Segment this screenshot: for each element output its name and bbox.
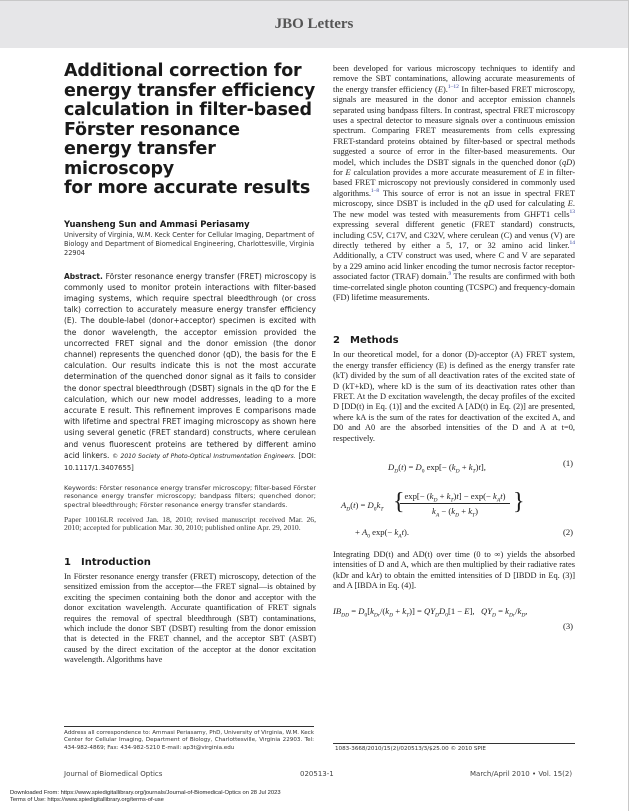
footer-issue: March/April 2010 • Vol. 15(2) (470, 770, 573, 778)
keywords: Keywords: Förster resonance energy transfer microscopy; filter-based Förster resonance energy transfer microscopy; bandpass filters; quenched donor; spectral bleedthrough; Förster resonance energy transfer standards. (64, 484, 316, 509)
introduction-continued: been developed for various microscopy techniques to identify and remove the SBT contaminations, allowing accurate measurements of the energy transfer efficiency (E).$^{1-12}$ In filter-based FRET microscopy, signals are measured in the donor and acceptor emission channels separated using bandpass filters. In contrast, spectral FRET microscopy uses a spectral detector to measure signals over a continuous emission spectrum. Comparing FRET measurements from cells expressing FRET-standard proteins obtained by filter-based or spectral methods suggested a source of error in the filter-based measurements. Our model, which includes the DSBT signals in the quenched donor (qD) for E calculation provides a more accurate measurement of E in filter-based FRET microscopy not previously considered in commonly used algorithms.$^{1-8}$ This source of error is not an issue in spectral FRET microscopy, since DSBT is included in the qD used for calculating E. The new model was tested with measurements from GHFT1 cells$^{13}$ expressing several different genetic (FRET standard) constructs, including C5V, C17V, and C32V, where cerulean (C) and venus (V) are directly tethered by either a 5, 17, or 32 amino acid linker.$^{14}$ Additionally, a CTV construct was used, where C and V are separated by a 229 amino acid linker encoding the tumor necrosis factor receptor-associated factor (TRAF) domain.$^9$ The results are confirmed with both time-correlated single photon counting (TCSPC) and frequency-domain (FD) lifetime measurements. (333, 64, 575, 302)
abstract (64, 271, 316, 475)
footer-page-id: 020513-1 (300, 770, 334, 778)
integration-text: Integrating DD(t) and AD(t) over time (0 to ∞) yields the absorbed intensities of D and A, which are then multiplied by their radiative rates (kDr and kAr) to obtain the emitted intensities of D [IBDD in Eq. (3)] and A [IBDA in Eq. (4)]. (333, 550, 575, 591)
citation-link[interactable]: 9 (448, 271, 452, 278)
left-brace-icon: { (393, 489, 405, 515)
article-authors: Yuansheng Sun and Ammasi Periasamy (64, 218, 250, 229)
correspondence-footnote: Address all correspondence to: Ammasi Periasamy, PhD, University of Virginia, W.M. Keck Center for Cellular Imaging, Department of Biology, Charlottesville, Virginia 22903. Tel: 434-982-4869; Fax: 434-982-5210 E-mail: ap3t@virginia.edu (64, 730, 314, 751)
equation-2 (333, 486, 575, 538)
abstract-label: Abstract. (64, 271, 103, 281)
equation-3-expression: $IB_{DD} = D_0[k_{Dr}/(k_D + k_T)] = QY_DD_0[1 - E]$, $QY_D = k_{Dr}/k_D$, (333, 605, 528, 619)
citation-link[interactable]: 14 (569, 240, 575, 247)
equation-1 (333, 458, 575, 478)
section-heading-methods: 2 Methods (333, 335, 399, 347)
equation-3 (333, 606, 575, 636)
download-source-link[interactable]: Downloaded From: https://www.spiedigitallibrary.org/journals/Journal-of-Biomedical-Optics on 28 Jul 2023 (10, 790, 281, 796)
doi-link[interactable]: [DOI: 10.1117/1.3407655] (64, 451, 316, 472)
methods-text: In our theoretical model, for a donor (D)-acceptor (A) FRET system, the energy transfer efficiency (E) is defined as the energy transfer rate (kT) divided by the sum of all deactivation rates of the excited state of D (kT+kD), where kD is the sum of its deactivation rates other than FRET. At the D excitation wavelength, the decay profiles of the excited D [DD(t) in Eq. (1)] and the excited A [AD(t) in Eq. (2)] are presented, where kA is the sum of the rates for deactivation of the excited A, and D0 and A0 are the absorbed intensities of the D and A at t=0, respectively. (333, 350, 575, 443)
citation-link[interactable]: 1–8 (370, 188, 380, 195)
equation-1-expression: $D_D(t) = D_0$ $\exp[- (k_D + k_T)t]$, (388, 462, 486, 475)
journal-header (0, 0, 628, 48)
download-notice (10, 790, 281, 805)
right-brace-icon: } (513, 489, 525, 515)
footnote-divider (64, 726, 314, 727)
footer-journal-name: Journal of Biomedical Optics (64, 770, 163, 778)
author-affiliation: University of Virginia, W.M. Keck Center for Cellular Imaging, Department of Biology and Department of Biomedical Engineering, Charlottesville, Virginia 22904 (64, 230, 315, 257)
citation-link[interactable]: 13 (569, 208, 575, 215)
journal-section-title: JBO Letters (274, 16, 354, 32)
equation-2-number: (2) (562, 527, 573, 537)
section-heading-introduction: 1 Introduction (64, 556, 151, 568)
copyright-notice: © 2010 Society of Photo-Optical Instrumentation Engineers. (112, 452, 296, 460)
paper-history: Paper 10016LR received Jan. 18, 2010; revised manuscript received Mar. 26, 2010; accepted for publication Mar. 30, 2010; published online Apr. 29, 2010. (64, 514, 316, 533)
equation-2-fraction: $\exp[- (k_D + k_T)t] - \exp(- k_At)$ $k_A - (k_D + k_T)$ (400, 491, 510, 516)
article-title: Additional correction for energy transfer efficiency calculation in filter-based Förster resonance energy transfer microscopy for more accurate results (64, 61, 316, 198)
issn-divider (333, 743, 575, 744)
equation-2-line2: + $A_0$ $\exp(- k_At)$. (355, 527, 410, 540)
equation-2-lhs: $A_D(t) = D_0k_T$ (341, 500, 384, 513)
terms-of-use-link[interactable]: Terms of Use: https://www.spiedigitallibrary.org/terms-of-use (10, 797, 164, 804)
abstract-text: Förster resonance energy transfer (FRET) microscopy is commonly used to monitor protein interactions with filter-based imaging systems, which require spectral bleedthrough (or cross talk) correction to accurately measure energy transfer efficiency (E). The double-label (donor+acceptor) specimen is excited with the donor wavelength, the acceptor emission provided the uncorrected FRET signal and the donor emission (the donor channel) represents the quenched donor (qD), the basis for the E calculation. Our results indicate this is not the most accurate determination of the quenched donor signal as it fails to consider the donor spectral bleedthrough (DSBT) signals in the qD for the E calculation, which our new model addresses, leading to a more accurate E result. This refinement improves E comparisons made with lifetime and spectral FRET imaging microscopy as shown here using several genetic (FRET standard) constructs, where cerulean and venus fluorescent proteins are tethered by different amino acid linkers. (64, 271, 317, 460)
introduction-text: In Förster resonance energy transfer (FRET) microscopy, detection of the sensitized emission from the acceptor—the FRET signal—is obtained by exciting the specimen containing both the donor and acceptor with the donor excitation wavelength. Accurate quantification of FRET signals requires the removal of spectral bleedthrough (SBT) contaminations, which include the donor SBT (DSBT) resulting from the donor emission that is detected in the FRET channel, and the acceptor SBT (ASBT) caused by the direct excitation of the acceptor at the donor excitation wavelength. Algorithms have (64, 571, 316, 665)
issn-line: 1083-3668/2010/15(2)/020513/3/$25.00 © 2010 SPIE (335, 746, 486, 752)
equation-1-number: (1) (562, 458, 573, 468)
equation-3-number: (3) (562, 620, 573, 631)
left-column (64, 62, 316, 666)
citation-link[interactable]: 1–12 (447, 84, 459, 91)
right-column (333, 64, 575, 636)
